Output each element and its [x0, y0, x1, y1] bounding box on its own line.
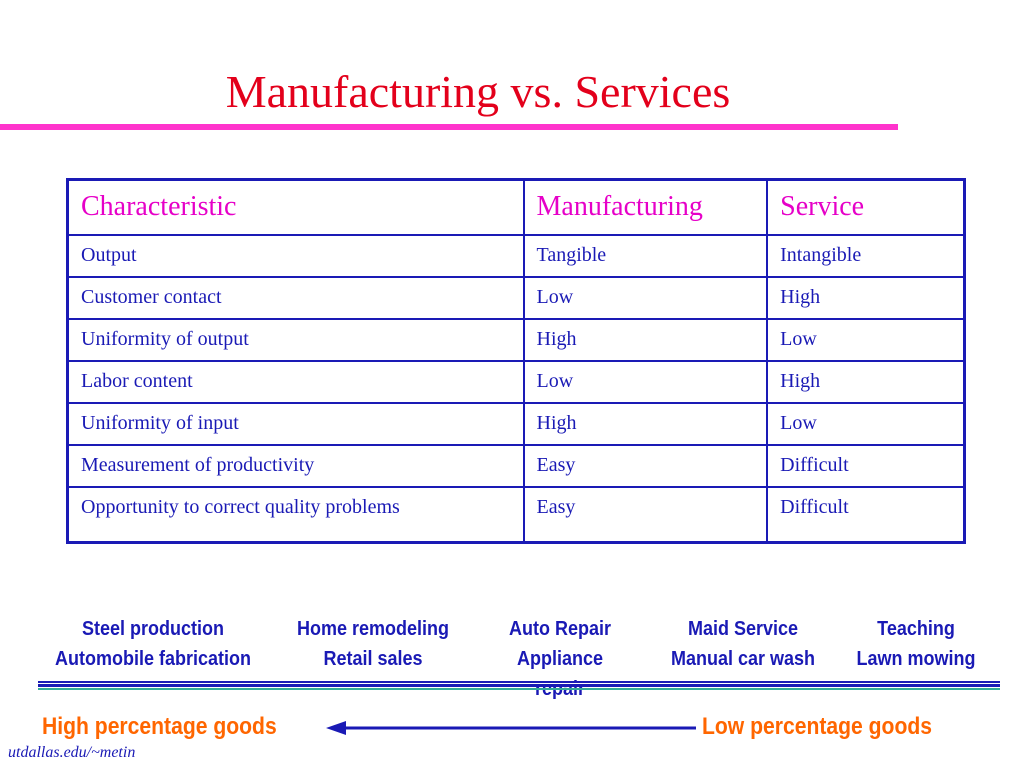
cell-characteristic: Uniformity of input: [68, 403, 524, 445]
cell-service: Low: [767, 319, 964, 361]
table-row: [68, 235, 965, 277]
cell-manufacturing: High: [524, 319, 768, 361]
cell-manufacturing: Easy: [524, 445, 768, 487]
comparison-table: [66, 178, 966, 544]
continuum-rule: [38, 681, 1000, 683]
table-row: [68, 445, 965, 487]
table-row: [68, 319, 965, 361]
continuum-rule: [38, 688, 1000, 690]
continuum-line: Home remodeling: [296, 618, 450, 640]
continuum-line: Auto Repair: [508, 618, 612, 640]
cell-service: Low: [767, 403, 964, 445]
cell-characteristic: Uniformity of output: [68, 319, 524, 361]
continuum-item-steel: [46, 614, 260, 674]
table-row: [68, 403, 965, 445]
table-row: [68, 277, 965, 319]
cell-characteristic: Opportunity to correct quality problems: [68, 487, 524, 543]
table-row: [68, 361, 965, 403]
cell-service: Difficult: [767, 445, 964, 487]
cell-service: High: [767, 361, 964, 403]
slide-title: Manufacturing vs. Services: [225, 66, 731, 117]
cell-manufacturing: Easy: [524, 487, 768, 543]
cell-characteristic: Labor content: [68, 361, 524, 403]
title-divider: [0, 124, 898, 130]
continuum-line: Appliance: [516, 648, 604, 670]
cell-characteristic: Measurement of productivity: [68, 445, 524, 487]
cell-manufacturing: Low: [524, 277, 768, 319]
cell-manufacturing: Low: [524, 361, 768, 403]
footer-source: utdallas.edu/~metin: [8, 744, 136, 761]
continuum-line: Automobile fabrication: [54, 648, 252, 670]
continuum-line: Maid Service: [687, 618, 799, 640]
header-service: Service: [767, 180, 964, 236]
left-arrow-icon: [324, 716, 698, 740]
high-goods-label: High percentage goods: [42, 713, 277, 740]
continuum-line: Retail sales: [323, 648, 423, 670]
continuum-line: Steel production: [81, 618, 225, 640]
continuum-item-teaching: [846, 614, 986, 674]
cell-characteristic: Customer contact: [68, 277, 524, 319]
cell-manufacturing: Tangible: [524, 235, 768, 277]
cell-service: High: [767, 277, 964, 319]
continuum-item-auto-repair: [493, 614, 626, 704]
table-header-row: [68, 180, 965, 236]
continuum-line: Lawn mowing: [856, 648, 976, 670]
cell-manufacturing: High: [524, 403, 768, 445]
header-characteristic: Characteristic: [68, 180, 524, 236]
low-goods-label: Low percentage goods: [702, 713, 933, 740]
continuum-item-remodeling: [284, 614, 462, 674]
cell-service: Intangible: [767, 235, 964, 277]
table-row: [68, 487, 965, 543]
continuum-line: Teaching: [877, 618, 955, 640]
continuum-line: Manual car wash: [670, 648, 816, 670]
continuum-rule: [38, 684, 1000, 687]
continuum-item-maid-service: [659, 614, 826, 674]
cell-characteristic: Output: [68, 235, 524, 277]
cell-service: Difficult: [767, 487, 964, 543]
header-manufacturing: Manufacturing: [524, 180, 768, 236]
